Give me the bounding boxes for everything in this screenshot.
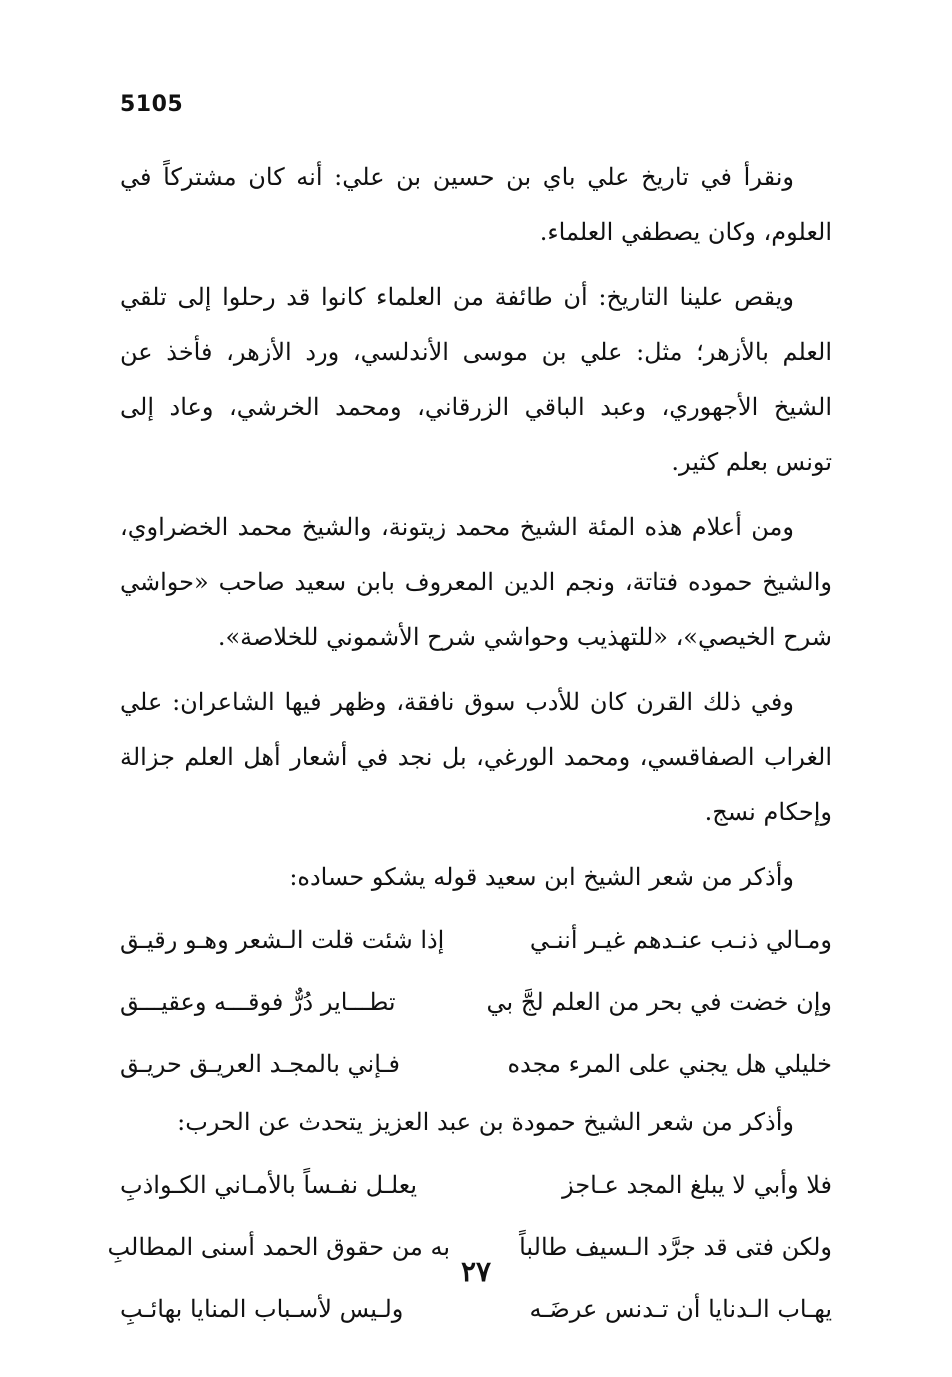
verse-second-hemistich: يعلـل نفـساً بالأمـاني الكـواذبِ xyxy=(120,1170,418,1199)
verse-first-hemistich: ولكن فتى قد جرَّد الـسيف طالباً xyxy=(519,1232,832,1261)
verse-first-hemistich: خليلي هل يجني على المرء مجده xyxy=(507,1049,832,1078)
verse-second-hemistich: ولـيس لأسـباب المنايا بهائـبِ xyxy=(120,1294,404,1323)
verse-row xyxy=(120,971,832,1033)
verse-second-hemistich: إذا شئت قلت الـشعر وهـو رقيـق xyxy=(120,925,445,954)
page-body xyxy=(107,150,832,1340)
verse-second-hemistich: تطـــاير دُرٌّ فوقـــه وعقيـــق xyxy=(120,987,396,1016)
paragraph-3: ومن أعلام هذه المئة الشيخ محمد زيتونة، والشيخ محمد الخضراوي، والشيخ حموده فتاتة، ونجم الدين المعروف بابن سعيد صاحب «حواشي شرح الخيصي»، «للتهذيب وحواشي شرح الأشموني للخلاصة». xyxy=(120,513,832,651)
verse-first-hemistich: وإن خضت في بحر من العلم لجَّ بي xyxy=(486,987,832,1016)
page-number: ٢٧ xyxy=(460,1255,492,1288)
verse-first-hemistich: ومـالي ذنـب عنـدهم غيـر أننـي xyxy=(529,925,832,954)
verse-row xyxy=(120,1033,832,1095)
verse-second-hemistich: فـإني بالمجـد العريـق حريـق xyxy=(120,1049,401,1078)
poem-1 xyxy=(120,909,832,1095)
poem-2 xyxy=(107,1154,832,1340)
poem-1-intro: وأذكر من شعر الشيخ ابن سعيد قوله يشكو حساده: xyxy=(289,863,794,891)
verse-row xyxy=(120,909,832,971)
paragraph-2: ويقص علينا التاريخ: أن طائفة من العلماء كانوا قد رحلوا إلى تلقي العلم بالأزهر؛ مثل: علي بن موسى الأندلسي، ورد الأزهر، فأخذ عن الشيخ الأجهوري، وعبد الباقي الزرقاني، ومحمد الخرشي، وعاد إلى تونس بعلم كثير. xyxy=(120,283,832,476)
poem-2-intro: وأذكر من شعر الشيخ حمودة بن عبد العزيز يتحدث عن الحرب: xyxy=(177,1108,794,1136)
paragraph-1: ونقرأ في تاريخ علي باي بن حسين بن علي: أنه كان مشتركاً في العلوم، وكان يصطفي العلماء. xyxy=(120,163,832,246)
verse-row xyxy=(120,1154,832,1216)
paragraph-4: وفي ذلك القرن كان للأدب سوق نافقة، وظهر فيها الشاعران: علي الغراب الصفاقسي، ومحمد الورغي، بل نجد في أشعار أهل العلم جزالة وإحكام نسج. xyxy=(120,688,832,826)
document-id: 5105 xyxy=(120,92,184,117)
verse-first-hemistich: فلا وأبي لا يبلغ المجد عـاجز xyxy=(562,1170,832,1199)
verse-first-hemistich: يهـاب الـدنايا أن تـدنس عرضَـه xyxy=(529,1294,832,1323)
verse-second-hemistich: به من حقوق الحمد أسنى المطالبِ xyxy=(107,1232,450,1261)
